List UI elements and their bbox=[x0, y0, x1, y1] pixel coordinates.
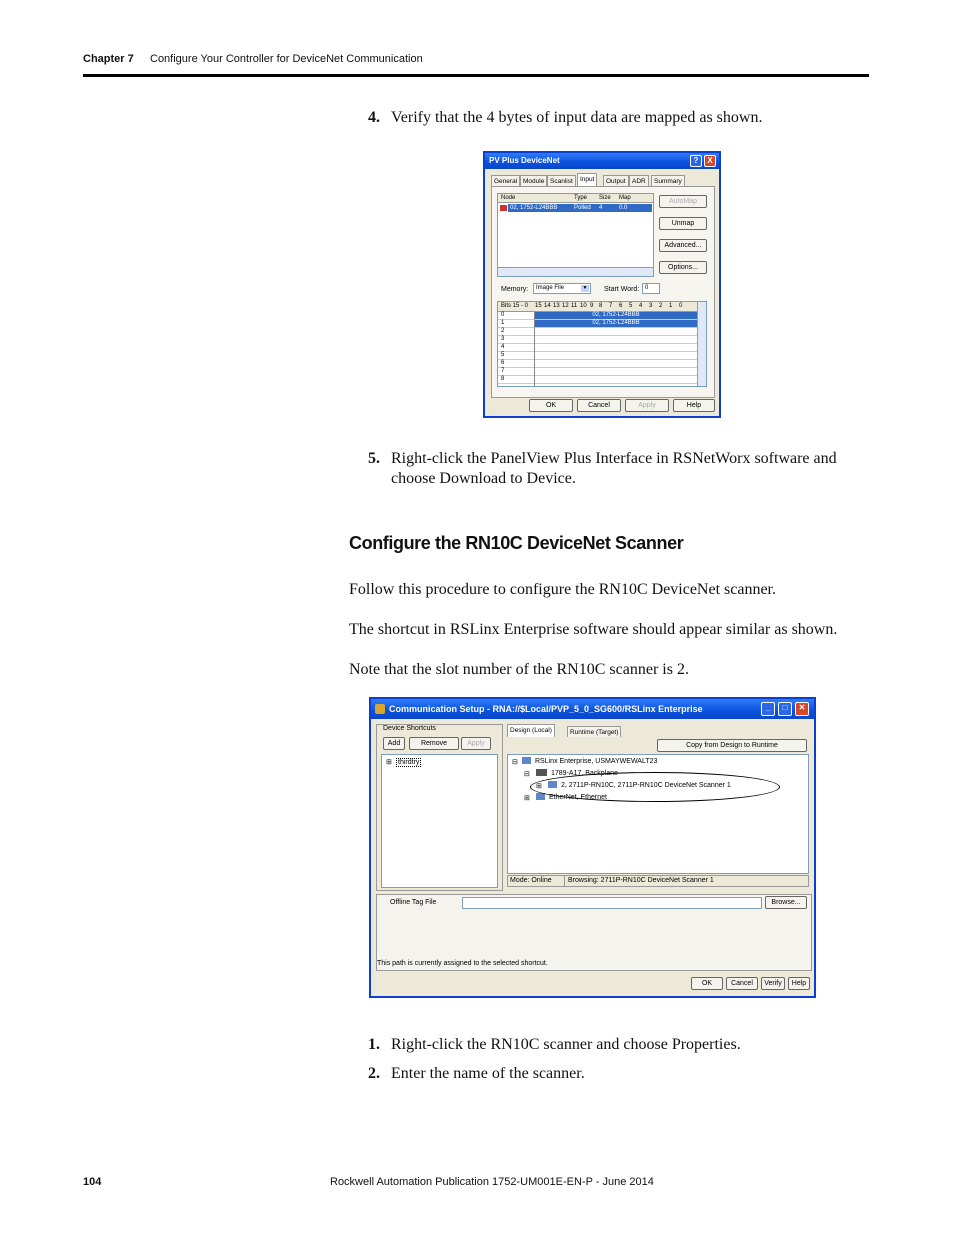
word-index: 5 bbox=[501, 352, 505, 358]
word-index: 3 bbox=[501, 336, 505, 342]
offline-tag-label: Offline Tag File bbox=[390, 899, 437, 906]
col-type[interactable]: Type bbox=[574, 195, 588, 201]
mapped-bits: 02, 1752-L24BBB bbox=[535, 320, 697, 327]
word-index: 0 bbox=[501, 312, 505, 318]
automap-button[interactable]: AutoMap bbox=[659, 195, 707, 208]
tree-item[interactable]: RSLinx Enterprise, USMAYWEWALT23 bbox=[535, 758, 658, 765]
step-number: 4. bbox=[368, 109, 380, 126]
bit-label: 6 bbox=[619, 303, 623, 309]
offline-tag-input[interactable] bbox=[462, 897, 762, 909]
header-rule bbox=[83, 74, 869, 77]
dialog-title-bar bbox=[371, 699, 814, 719]
bit-label: 9 bbox=[590, 303, 594, 309]
col-node[interactable]: Node bbox=[501, 195, 516, 201]
col-size[interactable]: Size bbox=[599, 195, 611, 201]
copy-design-to-runtime-button[interactable]: Copy from Design to Runtime bbox=[657, 739, 807, 752]
step-5 bbox=[368, 449, 848, 489]
row-node: 02, 1752-L24BBB bbox=[510, 205, 558, 211]
list-item[interactable] bbox=[508, 204, 652, 212]
ethernet-icon bbox=[536, 793, 545, 800]
bit-label: 1 bbox=[669, 303, 673, 309]
word-rows bbox=[498, 312, 698, 386]
step-2 bbox=[368, 1064, 848, 1084]
tab-module[interactable]: Module bbox=[520, 175, 547, 186]
tab-general[interactable]: General bbox=[491, 175, 520, 186]
word-index: 2 bbox=[501, 328, 505, 334]
bit-label: 3 bbox=[649, 303, 653, 309]
tab-runtime[interactable]: Runtime (Target) bbox=[567, 726, 621, 737]
add-button[interactable]: Add bbox=[383, 737, 405, 750]
design-runtime-panel bbox=[507, 724, 810, 889]
verify-button[interactable]: Verify bbox=[761, 977, 785, 990]
cancel-button[interactable]: Cancel bbox=[726, 977, 758, 990]
dialog-title-bar bbox=[485, 153, 719, 169]
expand-icon[interactable]: ⊞ bbox=[536, 783, 542, 790]
step-text: Right-click the PanelView Plus Interface in RSNetWorx software and choose Download to Device. bbox=[391, 450, 837, 487]
column-divider bbox=[534, 312, 535, 386]
row-size: 4 bbox=[599, 205, 603, 211]
communication-setup-dialog bbox=[369, 697, 816, 998]
row-type: Polled bbox=[574, 205, 591, 211]
bit-label: 7 bbox=[609, 303, 613, 309]
table-row[interactable] bbox=[498, 312, 698, 320]
expand-icon[interactable]: ⊞ bbox=[386, 759, 392, 766]
maximize-icon[interactable]: □ bbox=[778, 702, 792, 716]
tab-design[interactable]: Design (Local) bbox=[507, 724, 555, 737]
step-number: 1. bbox=[368, 1036, 380, 1053]
close-icon[interactable]: ✕ bbox=[795, 702, 809, 716]
page-number: 104 bbox=[83, 1176, 102, 1188]
vertical-scrollbar[interactable] bbox=[697, 302, 706, 386]
tree-item[interactable]: EtherNet, Ethernet bbox=[549, 794, 607, 801]
unmap-button[interactable]: Unmap bbox=[659, 217, 707, 230]
ok-button[interactable]: OK bbox=[529, 399, 573, 412]
apply-button[interactable]: Apply bbox=[461, 737, 491, 750]
bit-label: 0 bbox=[679, 303, 683, 309]
shortcut-item[interactable]: thirdtry bbox=[398, 759, 420, 766]
tree-item[interactable]: 1789-A17, Backplane bbox=[551, 770, 618, 777]
step-text: Enter the name of the scanner. bbox=[391, 1065, 585, 1082]
tab-scanlist[interactable]: Scanlist bbox=[547, 175, 576, 186]
paragraph: Follow this procedure to configure the RN10C DeviceNet scanner. bbox=[349, 581, 776, 598]
step-number: 2. bbox=[368, 1065, 380, 1082]
paragraph: The shortcut in RSLinx Enterprise software should appear similar as shown. bbox=[349, 621, 838, 638]
tree-item[interactable]: 2, 2711P-RN10C, 2711P-RN10C DeviceNet Scanner 1 bbox=[561, 782, 731, 789]
help-button[interactable]: Help bbox=[673, 399, 715, 412]
shortcut-tree[interactable] bbox=[381, 754, 498, 888]
dialog-title: PV Plus DeviceNet bbox=[489, 156, 560, 165]
tab-output[interactable]: Output bbox=[603, 175, 629, 186]
bit-label: 13 bbox=[553, 303, 560, 309]
cancel-button[interactable]: Cancel bbox=[577, 399, 621, 412]
mapped-bits: 02, 1752-L24BBB bbox=[535, 312, 697, 319]
memory-value: Image File bbox=[536, 285, 565, 291]
bit-map-grid[interactable] bbox=[497, 301, 707, 387]
device-shortcuts-panel bbox=[376, 724, 503, 891]
bit-label: 14 bbox=[544, 303, 551, 309]
bit-label: 4 bbox=[639, 303, 643, 309]
table-row[interactable] bbox=[498, 320, 698, 328]
dialog-title: Communication Setup - RNA://$Local/PVP_5_0_SG600/RSLinx Enterprise bbox=[389, 704, 703, 714]
collapse-icon[interactable]: ⊟ bbox=[512, 759, 518, 766]
expand-icon[interactable]: ⊞ bbox=[524, 795, 530, 802]
minimize-icon[interactable]: _ bbox=[761, 702, 775, 716]
tab-summary[interactable]: Summary bbox=[651, 175, 685, 186]
table-row[interactable] bbox=[498, 368, 698, 376]
apply-button[interactable]: Apply bbox=[625, 399, 669, 412]
input-device-list[interactable] bbox=[497, 193, 654, 277]
bit-label: 12 bbox=[562, 303, 569, 309]
bit-label: 15 bbox=[535, 303, 542, 309]
ok-button[interactable]: OK bbox=[691, 977, 723, 990]
running-header bbox=[83, 53, 423, 65]
backplane-icon bbox=[536, 769, 547, 776]
step-4 bbox=[368, 108, 848, 128]
advanced-button[interactable]: Advanced... bbox=[659, 239, 707, 252]
status-browsing: Browsing: 2711P-RN10C DeviceNet Scanner 1 bbox=[564, 876, 714, 886]
word-index: 1 bbox=[501, 320, 505, 326]
bit-label: 11 bbox=[571, 303, 578, 309]
remove-button[interactable]: Remove bbox=[409, 737, 459, 750]
table-row[interactable] bbox=[498, 360, 698, 368]
start-word-stepper[interactable] bbox=[642, 283, 660, 294]
paragraph: Note that the slot number of the RN10C scanner is 2. bbox=[349, 661, 689, 678]
highlight-ellipse bbox=[530, 772, 780, 802]
pv-plus-devicenet-dialog bbox=[483, 151, 721, 418]
table-row[interactable] bbox=[498, 352, 698, 360]
bits-header: Bits 15 - 0 bbox=[501, 303, 529, 309]
close-icon[interactable]: X bbox=[704, 155, 716, 167]
status-bar bbox=[507, 875, 809, 887]
bit-label: 2 bbox=[659, 303, 663, 309]
memory-select[interactable] bbox=[533, 283, 591, 294]
tab-input[interactable]: Input bbox=[577, 173, 597, 187]
app-icon bbox=[375, 704, 385, 714]
device-icon bbox=[500, 205, 507, 211]
shortcuts-label: Device Shortcuts bbox=[383, 725, 436, 732]
tab-adr[interactable]: ADR bbox=[629, 175, 649, 186]
section-title: Configure the RN10C DeviceNet Scanner bbox=[349, 533, 684, 553]
network-icon bbox=[522, 757, 531, 764]
table-row[interactable] bbox=[498, 328, 698, 336]
chevron-down-icon[interactable]: ▼ bbox=[582, 285, 588, 291]
step-text: Verify that the 4 bytes of input data are mapped as shown. bbox=[391, 109, 763, 126]
bit-header-row bbox=[498, 302, 698, 312]
word-index: 4 bbox=[501, 344, 505, 350]
help-icon[interactable]: ? bbox=[690, 155, 702, 167]
table-row[interactable] bbox=[498, 376, 698, 384]
help-button[interactable]: Help bbox=[788, 977, 810, 990]
start-word-label: Start Word: bbox=[604, 286, 640, 293]
offline-tag-panel bbox=[376, 894, 812, 971]
collapse-icon[interactable]: ⊟ bbox=[524, 771, 530, 778]
status-mode: Mode: Online bbox=[510, 877, 552, 884]
memory-label: Memory: bbox=[501, 286, 529, 293]
start-word-value: 0 bbox=[645, 285, 649, 291]
bit-label: 5 bbox=[629, 303, 633, 309]
chapter-label: Chapter 7 bbox=[83, 53, 134, 65]
word-index: 8 bbox=[501, 376, 505, 382]
options-button[interactable]: Options... bbox=[659, 261, 707, 274]
table-row[interactable] bbox=[498, 344, 698, 352]
row-map: 0.0 bbox=[619, 205, 628, 211]
col-map[interactable]: Map bbox=[619, 195, 631, 201]
word-index: 6 bbox=[501, 360, 505, 366]
assigned-text: This path is currently assigned to the selected shortcut. bbox=[377, 960, 548, 967]
chapter-title: Configure Your Controller for DeviceNet Communication bbox=[150, 53, 423, 65]
step-number: 5. bbox=[368, 450, 380, 467]
table-row[interactable] bbox=[498, 336, 698, 344]
step-1 bbox=[368, 1035, 848, 1055]
list-header bbox=[498, 194, 653, 203]
step-text: Right-click the RN10C scanner and choose Properties. bbox=[391, 1036, 741, 1053]
publication-info: Rockwell Automation Publication 1752-UM001E-EN-P - June 2014 bbox=[330, 1176, 654, 1188]
device-tree[interactable] bbox=[507, 754, 809, 874]
word-index: 7 bbox=[501, 368, 505, 374]
browse-button[interactable]: Browse... bbox=[765, 896, 807, 909]
bit-label: 8 bbox=[599, 303, 603, 309]
bit-label: 10 bbox=[580, 303, 587, 309]
horizontal-scrollbar[interactable] bbox=[498, 267, 653, 276]
